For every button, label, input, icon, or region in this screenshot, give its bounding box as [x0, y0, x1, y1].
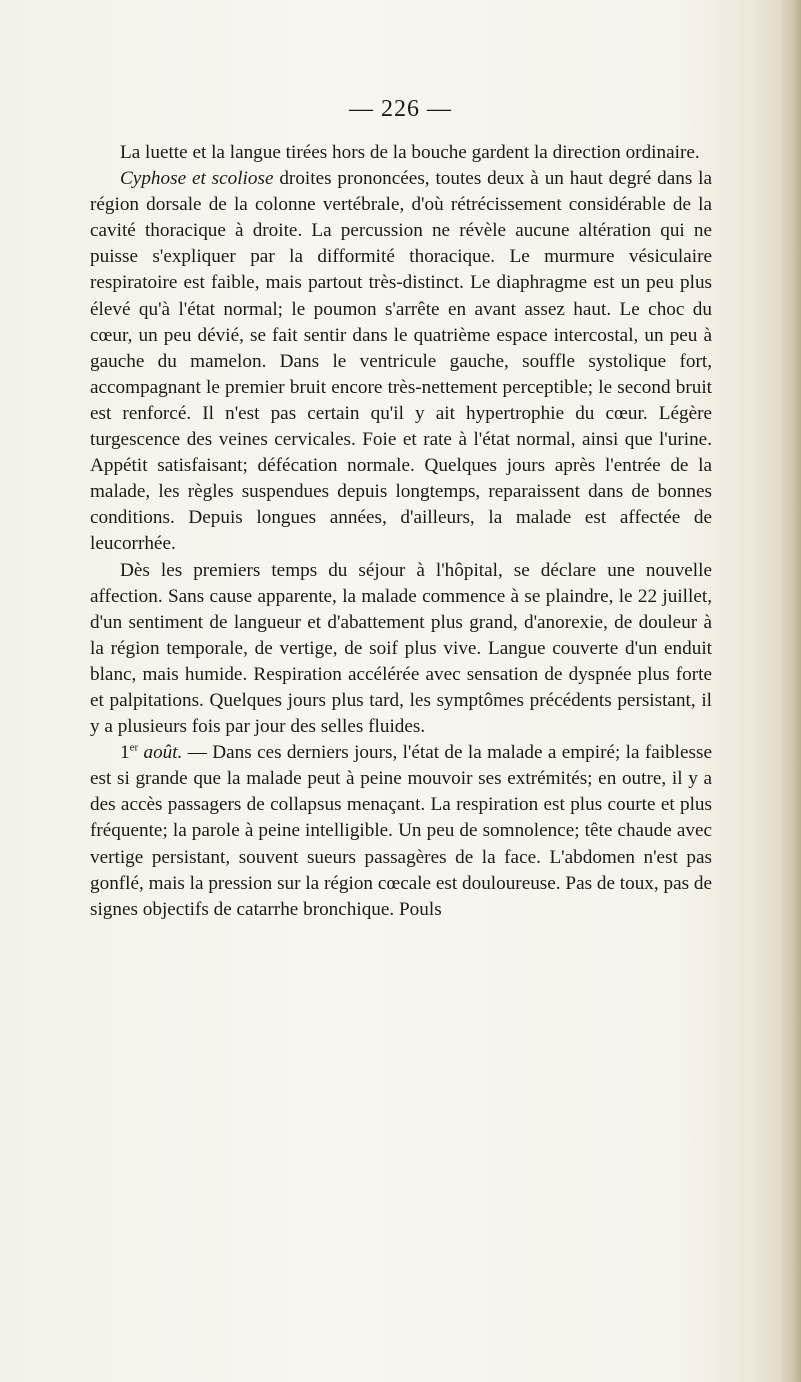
paragraph-4-date-number: 1 — [120, 742, 130, 764]
paragraph-2 — [90, 166, 712, 557]
paragraph-1-text: La luette et la langue tirées hors de la bouche gardent la direction ordinaire. — [120, 142, 700, 163]
paragraph-2-lead: Cyphose et scoliose — [120, 168, 274, 190]
paragraph-1 — [90, 140, 712, 166]
paragraph-4-date-sup: er — [129, 741, 139, 754]
page-number: — 226 — — [349, 96, 452, 122]
paragraph-3 — [90, 558, 712, 741]
paragraph-4 — [90, 740, 712, 923]
body-text — [90, 140, 712, 923]
paragraph-4-text: — Dans ces derniers jours, l'état de la malade a empiré; la faiblesse est si grande que la malade peut à peine mouvoir ses extrémités; en outre, il y a des accès passagers de collapsus menaçant. La respiration est plus courte et plus fréquente; la parole à peine intelligible. Un peu de somnolence; tête chaude avec vertige persistant, souvent sueurs passagères de la face. L'abdomen n'est pas gonflé, mais la pression sur la région cœcale est douloureuse. Pas de toux, pas de signes objectifs de catarrhe bronchique. Pouls — [90, 742, 712, 920]
paragraph-2-text: droites prononcées, toutes deux à un haut degré dans la région dorsale de la colonne vertébrale, d'où rétrécissement considérable de la cavité thoracique à droite. La percussion ne révèle aucune altération qui ne puisse s'expliquer par la difformité thoracique. Le murmure vésiculaire respiratoire est faible, mais partout très-distinct. Le diaphragme est un peu plus élevé qu'à l'état normal; le poumon s'arrête en avant assez haut. Le choc du cœur, un peu dévié, se fait sentir dans le quatrième espace intercostal, un peu à gauche du mamelon. Dans le ventricule gauche, souffle systolique fort, accompagnant le premier bruit encore très-nettement perceptible; le second bruit est renforcé. Il n'est pas certain qu'il y ait hypertrophie du cœur. Légère turgescence des veines cervicales. Foie et rate à l'état normal, ainsi que l'urine. Appétit satisfaisant; défécation normale. Quelques jours après l'entrée de la malade, les règles suspendues depuis longtemps, reparaissent dans de bonnes conditions. Depuis longues années, d'ailleurs, la malade est affectée de leucorrhée. — [90, 168, 712, 555]
page-edge-shadow — [779, 0, 801, 1382]
paragraph-4-lead: août. — [138, 742, 183, 764]
paragraph-3-text: Dès les premiers temps du séjour à l'hôpital, se déclare une nouvelle affection. Sans cause apparente, la malade commence à se plaindre, le 22 juillet, d'un sentiment de langueur et d'abattement plus grand, d'anorexie, de douleur à la région temporale, de vertige, de soif plus vive. Langue couverte d'un enduit blanc, mais humide. Respiration accélérée avec sensation de dyspnée plus forte et palpitations. Quelques jours plus tard, les symptômes précédents persistant, il y a plusieurs fois par jour des selles fluides. — [90, 559, 712, 738]
